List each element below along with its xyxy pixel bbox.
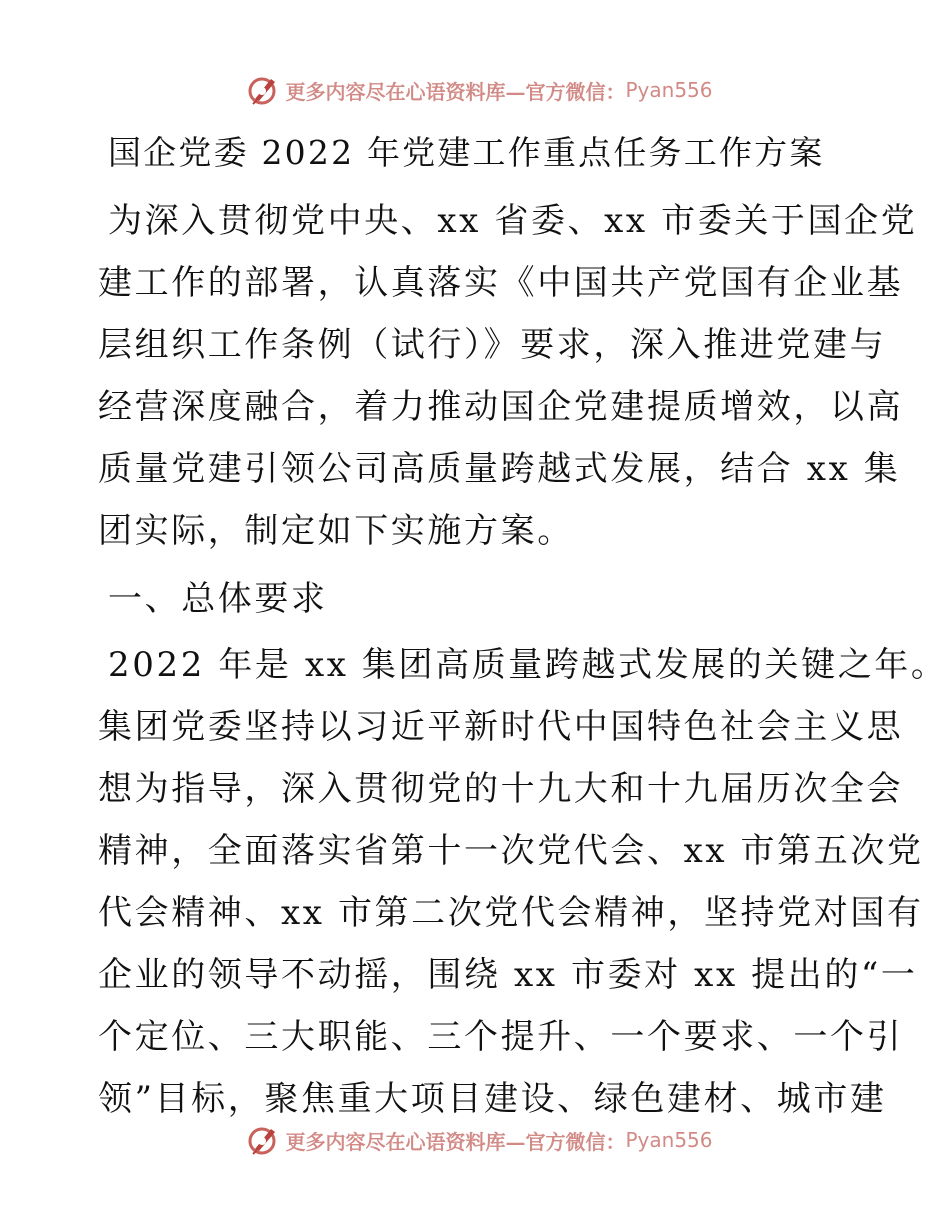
paragraph-line: 质量党建引领公司高质量跨越式发展，结合 xx 集 — [98, 449, 901, 489]
paragraph-line: 代会精神、xx 市第二次党代会精神，坚持党对国有 — [98, 893, 924, 933]
header-watermark — [0, 70, 950, 110]
pen-feather-icon — [247, 73, 281, 107]
body-paragraph — [98, 634, 948, 1130]
pen-feather-icon — [247, 1123, 281, 1157]
paragraph-line: 2022 年是 xx 集团高质量跨越式发展的关键之年。 — [108, 645, 948, 685]
paragraph-line: 领”目标，聚焦重大项目建设、绿色建材、城市建 — [98, 1079, 887, 1119]
paragraph-line: 企业的领导不动摇，围绕 xx 市委对 xx 提出的“一 — [98, 955, 918, 995]
footer-watermark — [0, 1120, 950, 1160]
paragraph-line: 经营深度融合，着力推动国企党建提质增效，以高 — [98, 387, 904, 427]
paragraph-line: 精神，全面落实省第十一次党代会、xx 市第五次党 — [98, 831, 924, 871]
watermark-group — [247, 73, 712, 107]
watermark-contact: Pyan556 — [625, 78, 713, 102]
section-heading: 一、总体要求 — [108, 579, 328, 619]
paragraph-line: 集团党委坚持以习近平新时代中国特色社会主义思 — [98, 707, 904, 747]
watermark-contact: Pyan556 — [625, 1128, 713, 1152]
paragraph-line: 层组织工作条例（试行）》要求，深入推进党建与 — [98, 325, 887, 365]
watermark-text: 更多内容尽在心语资料库—官方微信： — [285, 79, 626, 104]
document-title: 国企党委 2022 年党建工作重点任务工作方案 — [108, 133, 825, 172]
document-body — [98, 122, 948, 1130]
paragraph-line: 为深入贯彻党中央、xx 省委、xx 市委关于国企党 — [108, 201, 918, 241]
intro-paragraph — [98, 190, 918, 562]
paragraph-line: 想为指导，深入贯彻党的十九大和十九届历次全会 — [98, 769, 904, 809]
paragraph-line: 个定位、三大职能、三个提升、一个要求、一个引 — [98, 1017, 904, 1057]
paragraph-line: 团实际，制定如下实施方案。 — [98, 511, 574, 551]
paragraph-line: 建工作的部署，认真落实《中国共产党国有企业基 — [98, 263, 904, 303]
watermark-group — [247, 1123, 712, 1157]
watermark-text: 更多内容尽在心语资料库—官方微信： — [285, 1129, 626, 1154]
